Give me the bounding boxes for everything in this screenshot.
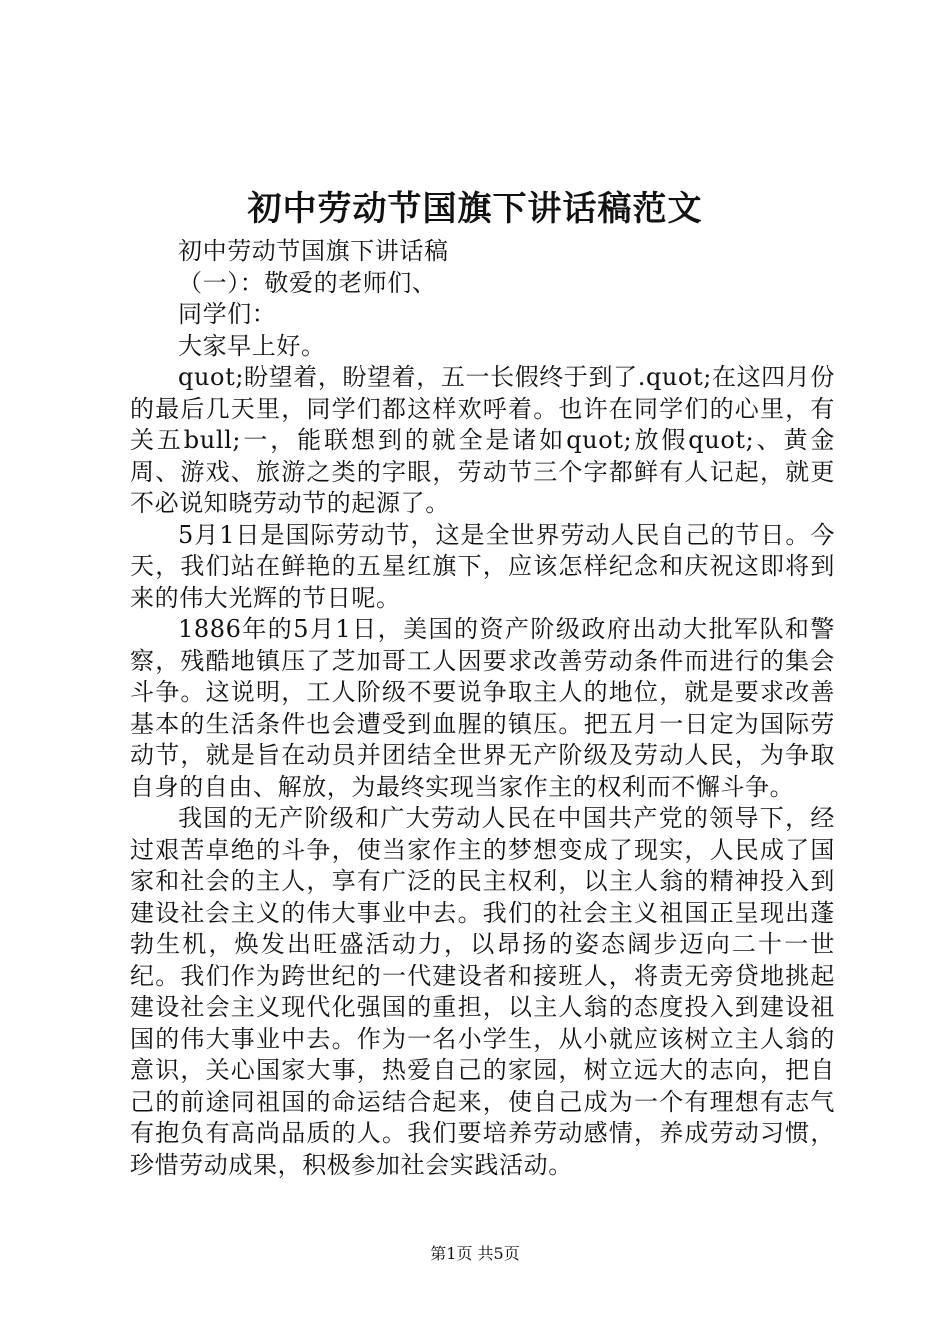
paragraph-body: 我国的无产阶级和广大劳动人民在中国共产党的领导下，经过艰苦卓绝的斗争，使当家作主的梦想变成了现实，人民成了国家和社会的主人，享有广泛的民主权利，以主人翁的精神投入到建设社会主义的伟大事业中去。我们的社会主义祖国正呈现出蓬勃生机，焕发出旺盛活动力，以昂扬的姿态阔步迈向二十一世纪。我们作为跨世纪的一代建设者和接班人，将责无旁贷地挑起建设社会主义现代化强国的重担，以主人翁的态度投入到建设祖国的伟大事业中去。作为一名小学生，从小就应该树立主人翁的意识，关心国家大事，热爱自己的家园，树立远大的志向，把自己的前途同祖国的命运结合起来，使自己成为一个有理想有志气有抱负有高尚品质的人。我们要培养劳动感情，养成劳动习惯，珍惜劳动成果，积极参加社会实践活动。 bbox=[130, 804, 835, 1179]
paragraph-subtitle: 初中劳动节国旗下讲话稿 bbox=[178, 237, 449, 265]
document-body bbox=[130, 236, 835, 1181]
paragraph-body: quot;盼望着，盼望着，五一长假终于到了.quot;在这四月份的最后几天里，同学们都这样欢呼着。也许在同学们的心里，有关五bull;一，能联想到的就全是诸如quot;放假quot;、黄金周、游戏、旅游之类的字眼，劳动节三个字都鲜有人记起，就更不必说知晓劳动节的起源了。 bbox=[130, 363, 835, 517]
paragraph-salutation: （一）：敬爱的老师们、 bbox=[178, 268, 437, 297]
paragraph-body: 1886年的5月1日，美国的资产阶级政府出动大批军队和警察，残酷地镇压了芝加哥工人因要求改善劳动条件而进行的集会斗争。这说明，工人阶级不要说争取主人的地位，就是要求改善基本的生活条件也会遭受到血腥的镇压。把五月一日定为国际劳动节，就是旨在动员并团结全世界无产阶级及劳动人民，为争取自身的自由、解放，为最终实现当家作主的权利而不懈斗争。 bbox=[130, 615, 835, 801]
page-footer bbox=[0, 1243, 950, 1265]
document-title: 初中劳动节国旗下讲话稿范文 bbox=[247, 189, 703, 229]
page-number: 第1页 共5页 bbox=[430, 1244, 520, 1263]
paragraph-body: 5月1日是国际劳动节，这是全世界劳动人民自己的节日。今天，我们站在鲜艳的五星红旗下，应该怎样纪念和庆祝这即将到来的伟大光辉的节日呢。 bbox=[130, 520, 835, 612]
paragraph-greeting: 大家早上好。 bbox=[178, 331, 326, 360]
paragraph-salutation-cont: 同学们： bbox=[178, 300, 277, 328]
